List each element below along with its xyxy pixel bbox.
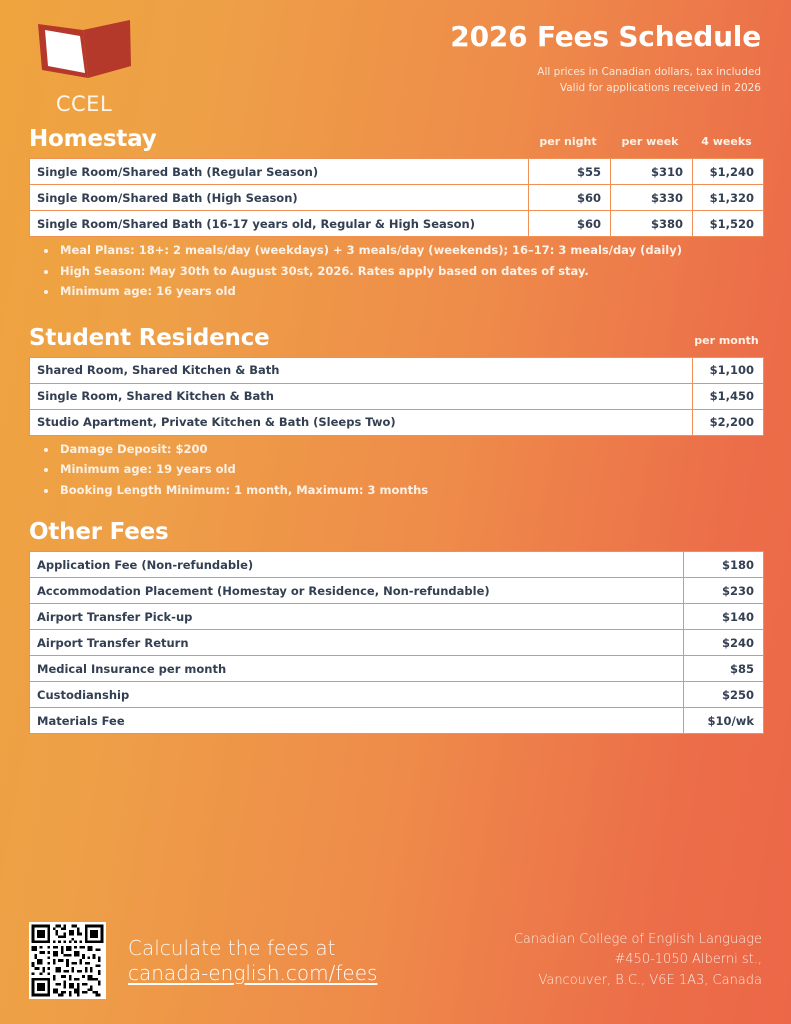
row-label: Airport Transfer Pick-up xyxy=(30,604,684,630)
page-header xyxy=(0,0,791,128)
row-four-weeks: $1,520 xyxy=(693,211,764,237)
row-per-week: $380 xyxy=(611,211,693,237)
homestay-notes xyxy=(29,245,762,298)
residence-table xyxy=(29,357,764,436)
address-line-3: Vancouver, B.C., V6E 1A3, Canada xyxy=(538,972,762,988)
row-price: $180 xyxy=(684,552,764,578)
table-row xyxy=(30,552,764,578)
homestay-title: Homestay xyxy=(29,126,157,152)
row-label: Airport Transfer Return xyxy=(30,630,684,656)
spacer xyxy=(29,307,762,327)
section-student-residence xyxy=(29,324,762,497)
footer-cta-block xyxy=(29,922,377,999)
table-row xyxy=(30,682,764,708)
list-item: Damage Deposit: $200 xyxy=(41,444,762,456)
page-footer xyxy=(0,913,791,1008)
row-label: Single Room/Shared Bath (Regular Season) xyxy=(30,159,529,185)
list-item: Meal Plans: 18+: 2 meals/day (weekdays) + 3 meals/day (weekends); 16–17: 3 meals/day (daily) xyxy=(41,245,762,257)
address-line-2: #450-1050 Alberni st., xyxy=(614,952,762,968)
table-row xyxy=(30,630,764,656)
row-label: Single Room, Shared Kitchen & Bath xyxy=(30,383,693,409)
row-price: $85 xyxy=(684,656,764,682)
row-per-week: $310 xyxy=(611,159,693,185)
table-row xyxy=(30,159,764,185)
table-row xyxy=(30,708,764,734)
open-book-icon xyxy=(30,18,138,88)
footer-cta xyxy=(128,936,377,986)
row-per-night: $60 xyxy=(529,211,611,237)
content-area xyxy=(0,128,791,734)
page-title: 2026 Fees Schedule xyxy=(450,20,761,53)
table-row xyxy=(30,357,764,383)
row-per-month: $1,450 xyxy=(693,383,764,409)
list-item: Minimum age: 19 years old xyxy=(41,464,762,476)
table-row xyxy=(30,185,764,211)
row-label: Single Room/Shared Bath (16-17 years old, Regular & High Season) xyxy=(30,211,529,237)
row-per-month: $2,200 xyxy=(693,409,764,435)
table-row xyxy=(30,211,764,237)
table-row xyxy=(30,656,764,682)
list-item: Minimum age: 16 years old xyxy=(41,286,762,298)
row-per-night: $60 xyxy=(529,185,611,211)
footer-address xyxy=(514,930,762,990)
row-four-weeks: $1,320 xyxy=(693,185,764,211)
residence-title: Student Residence xyxy=(29,324,270,351)
section-homestay xyxy=(29,128,762,298)
row-price: $250 xyxy=(684,682,764,708)
row-label: Custodianship xyxy=(30,682,684,708)
row-label: Shared Room, Shared Kitchen & Bath xyxy=(30,357,693,383)
row-label: Studio Apartment, Private Kitchen & Bath (Sleeps Two) xyxy=(30,409,693,435)
residence-column-headers xyxy=(691,334,762,350)
table-row xyxy=(30,578,764,604)
homestay-table xyxy=(29,158,764,237)
table-row xyxy=(30,604,764,630)
row-price: $240 xyxy=(684,630,764,656)
table-row xyxy=(30,383,764,409)
row-four-weeks: $1,240 xyxy=(693,159,764,185)
row-price: $140 xyxy=(684,604,764,630)
logo xyxy=(24,18,144,116)
page-subtitle xyxy=(450,65,761,97)
row-label: Accommodation Placement (Homestay or Residence, Non-refundable) xyxy=(30,578,684,604)
column-header-per-month: per month xyxy=(694,333,759,347)
subtitle-line-2: Valid for applications received in 2026 xyxy=(559,81,761,94)
column-header-4-weeks: 4 weeks xyxy=(701,135,752,148)
homestay-header xyxy=(29,128,762,158)
logo-text: CCEL xyxy=(55,92,113,116)
header-titles xyxy=(450,22,761,96)
row-per-month: $1,100 xyxy=(693,357,764,383)
subtitle-line-1: All prices in Canadian dollars, tax included xyxy=(537,65,761,78)
qr-code-icon[interactable] xyxy=(29,922,106,999)
list-item: High Season: May 30th to August 30st, 2026. Rates apply based on dates of stay. xyxy=(41,266,762,278)
row-label: Single Room/Shared Bath (High Season) xyxy=(30,185,529,211)
list-item: Booking Length Minimum: 1 month, Maximum: 3 months xyxy=(41,485,762,497)
column-header-per-night: per night xyxy=(539,135,597,148)
cta-label: Calculate the fees at xyxy=(128,935,336,960)
homestay-column-headers xyxy=(527,135,762,151)
other-fees-title: Other Fees xyxy=(29,519,169,545)
row-price: $10/wk xyxy=(684,708,764,734)
row-label: Materials Fee xyxy=(30,708,684,734)
row-price: $230 xyxy=(684,578,764,604)
section-other-fees xyxy=(29,521,762,734)
row-label: Application Fee (Non-refundable) xyxy=(30,552,684,578)
residence-notes xyxy=(29,441,762,497)
cta-link[interactable]: canada-english.com/fees xyxy=(128,960,378,985)
row-per-night: $55 xyxy=(529,159,611,185)
table-row xyxy=(30,409,764,435)
row-label: Medical Insurance per month xyxy=(30,656,684,682)
residence-header xyxy=(29,324,762,357)
other-fees-header xyxy=(29,521,762,551)
row-per-week: $330 xyxy=(611,185,693,211)
other-fees-table xyxy=(29,551,764,734)
address-line-1: Canadian College of English Language xyxy=(513,932,762,948)
column-header-per-week: per week xyxy=(621,135,679,148)
